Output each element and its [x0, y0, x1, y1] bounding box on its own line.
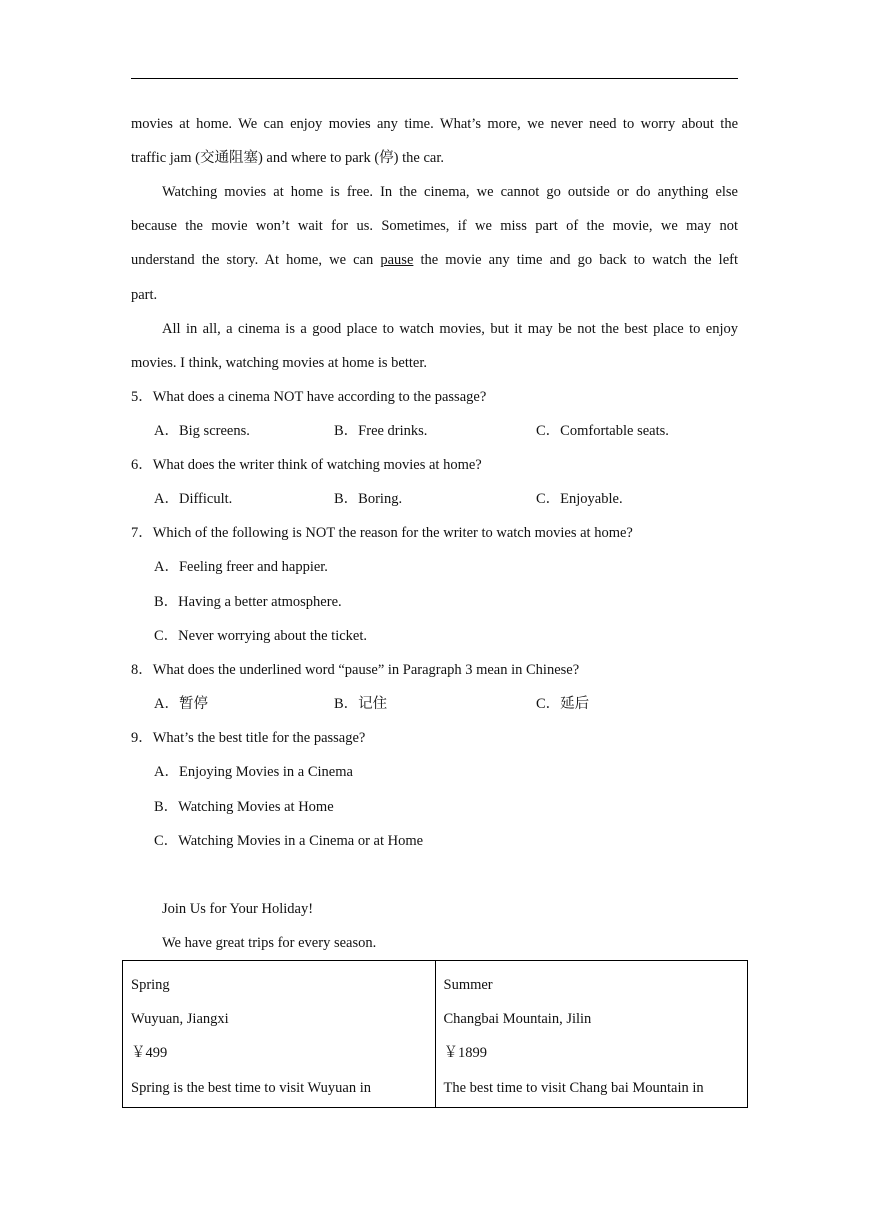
- trip-season: Spring: [131, 977, 170, 993]
- question-8: [131, 660, 738, 680]
- ad-heading: Join Us for Your Holiday!: [162, 901, 314, 917]
- question-text: What’s the best title for the passage?: [152, 730, 366, 746]
- question-text: Which of the following is NOT the reason for the writer to watch movies at home?: [152, 525, 633, 541]
- question-number: 5．: [131, 389, 153, 405]
- question-number: 7．: [131, 525, 153, 541]
- passage-text: the movie any time and go back to watch the left: [420, 252, 738, 268]
- trip-price: ￥1899: [443, 1045, 487, 1061]
- option-7a: A．Feeling freer and happier.: [154, 559, 328, 575]
- trip-description: Spring is the best time to visit Wuyuan in: [131, 1080, 372, 1096]
- passage-line: [131, 250, 738, 270]
- question-5: [131, 387, 738, 407]
- passage-line: movies. I think, watching movies at home is better.: [131, 355, 427, 371]
- option-8c: C．延后: [536, 696, 590, 712]
- underlined-word: pause: [380, 252, 414, 268]
- option-6c: C．Enjoyable.: [536, 491, 623, 507]
- trip-cell-summer: [435, 961, 748, 1108]
- passage-line: All in all, a cinema is a good place to watch movies, but it may be not the best place to enjoy: [162, 321, 738, 337]
- option-8a: A．暂停: [154, 696, 208, 712]
- question-number: 9．: [131, 730, 153, 746]
- option-5c: C．Comfortable seats.: [536, 423, 669, 439]
- passage-line: part.: [131, 287, 158, 303]
- question-number: 8．: [131, 662, 153, 678]
- question-7: [131, 523, 738, 543]
- trip-season: Summer: [443, 977, 493, 993]
- option-5b: B．Free drinks.: [334, 423, 428, 439]
- passage-text: understand the story. At home, we can: [131, 252, 374, 268]
- question-text: What does the underlined word “pause” in Paragraph 3 mean in Chinese?: [152, 662, 580, 678]
- passage-line: because the movie won’t wait for us. Sometimes, if we miss part of the movie, we may not: [131, 218, 738, 234]
- question-6: [131, 455, 738, 475]
- table-row: [123, 961, 748, 1108]
- trip-cell-spring: [123, 961, 436, 1108]
- passage-line: Watching movies at home is free. In the cinema, we cannot go outside or do anything else: [162, 184, 738, 200]
- option-7c: C．Never worrying about the ticket.: [154, 628, 368, 644]
- question-text: What does a cinema NOT have according to the passage?: [152, 389, 487, 405]
- passage-line: traffic jam (交通阻塞) and where to park (停) the car.: [131, 150, 444, 166]
- option-9c: C．Watching Movies in a Cinema or at Home: [154, 833, 424, 849]
- question-9: [131, 728, 738, 748]
- trip-price: ￥499: [131, 1045, 168, 1061]
- question-text: What does the writer think of watching movies at home?: [152, 457, 482, 473]
- option-9b: B．Watching Movies at Home: [154, 799, 334, 815]
- option-6b: B．Boring.: [334, 491, 403, 507]
- option-6a: A．Difficult.: [154, 491, 233, 507]
- trip-description: The best time to visit Chang bai Mountain in: [443, 1080, 704, 1096]
- option-5a: A．Big screens.: [154, 423, 250, 439]
- trip-place: Changbai Mountain, Jilin: [443, 1011, 592, 1027]
- option-7b: B．Having a better atmosphere.: [154, 594, 342, 610]
- trips-table: [122, 960, 748, 1108]
- trip-place: Wuyuan, Jiangxi: [131, 1011, 229, 1027]
- ad-subheading: We have great trips for every season.: [162, 935, 377, 951]
- passage-line: movies at home. We can enjoy movies any time. What’s more, we never need to worry about the: [131, 116, 738, 132]
- header-rule: [131, 78, 738, 79]
- option-9a: A．Enjoying Movies in a Cinema: [154, 764, 353, 780]
- question-number: 6．: [131, 457, 153, 473]
- option-8b: B．记住: [334, 696, 388, 712]
